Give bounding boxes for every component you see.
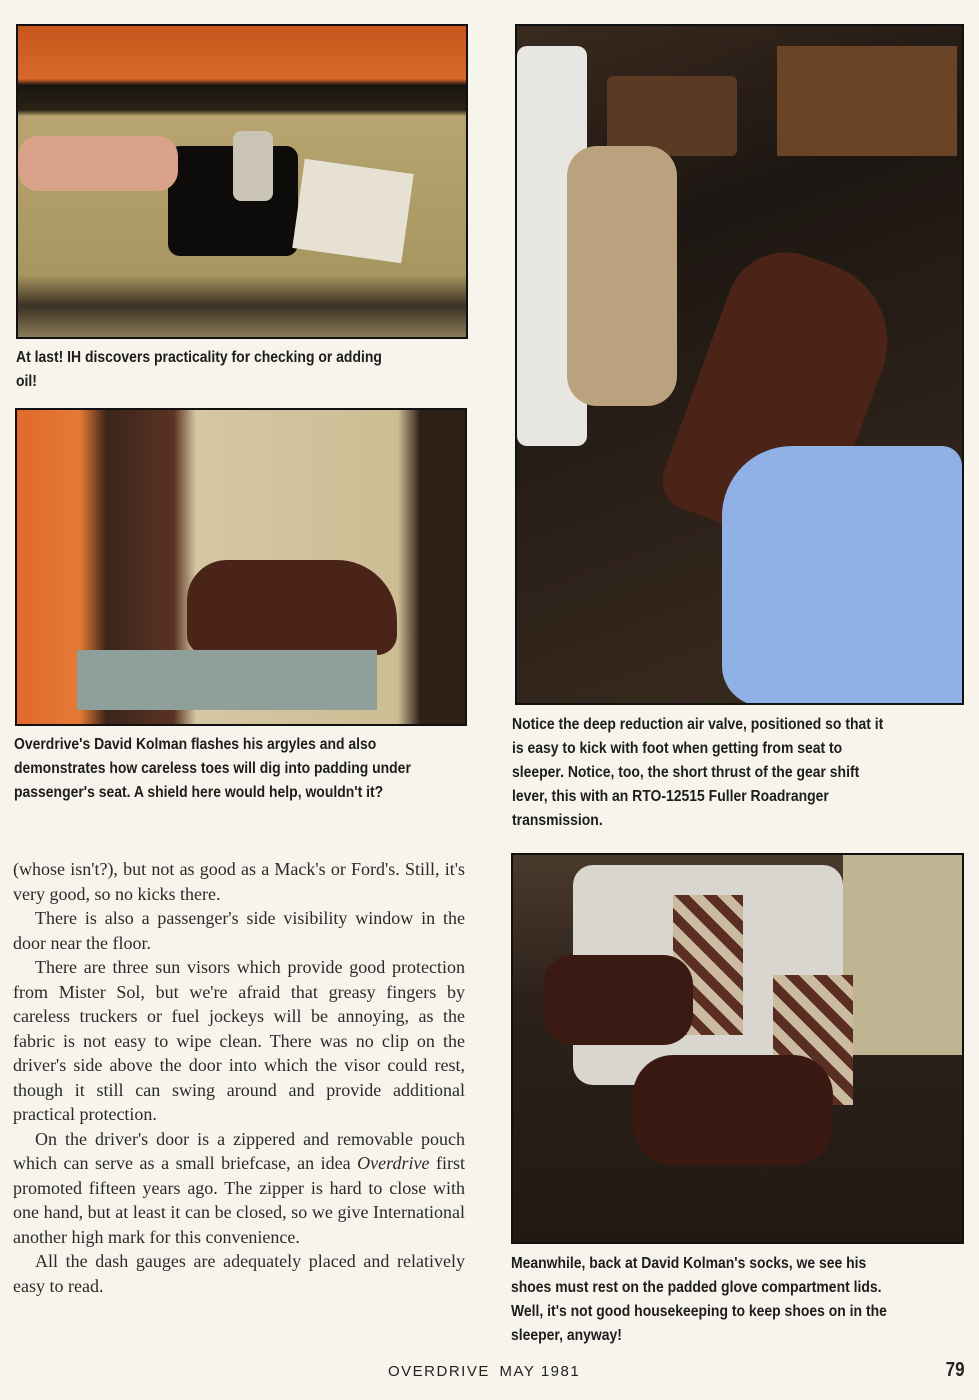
paragraph: (whose isn't?), but not as good as a Mack's or Ford's. Still, it's very good, so no kicks there.	[13, 859, 465, 904]
paragraph: On the driver's door is a zippered and removable pouch which can serve as a small briefcase, an idea Overdrive first promoted fifteen years ago. The zipper is hard to close with one hand, but at least it can be closed, so we give International another high mark for this convenience.	[13, 1128, 466, 1247]
page-number: 79	[945, 1359, 965, 1381]
publication-name: Overdrive	[357, 1153, 430, 1173]
photo-shoe-under-seat	[15, 408, 467, 726]
footer-issue: MAY 1981	[499, 1363, 581, 1380]
caption-gear-shift: Notice the deep reduction air valve, positioned so that it is easy to kick with foot when getting from seat to sleeper. Notice, too, the short thrust of the gear shift lever, this with an RTO-12515 Fuller Roadranger transmission.	[512, 716, 884, 829]
photo-gear-shift	[515, 24, 964, 705]
article-body	[13, 857, 465, 1298]
caption-oil-fill: At last! IH discovers practicality for checking or adding oil!	[16, 349, 382, 390]
footer-publication: OVERDRIVE	[388, 1363, 490, 1380]
photo-argyle-socks	[511, 853, 964, 1244]
paragraph: There is also a passenger's side visibility window in the door near the floor.	[13, 908, 465, 953]
photo-oil-fill	[16, 24, 468, 339]
paragraph: All the dash gauges are adequately placed and relatively easy to read.	[13, 1251, 465, 1296]
paragraph: There are three sun visors which provide good protection from Mister Sol, but we're afraid that greasy fingers by careless truckers or fuel jockeys will be annoying, as the fabric is not easy to wipe clean. There was no clip on the driver's side above the door into which the visor could rest, though it still can swing around and provide additional practical protection.	[13, 957, 465, 1124]
page-footer	[388, 1363, 580, 1380]
caption-shoe-under-seat: Overdrive's David Kolman flashes his argyles and also demonstrates how careless toes will dig into padding under passenger's seat. A shield here would help, wouldn't it?	[14, 736, 411, 801]
caption-argyle-socks: Meanwhile, back at David Kolman's socks, we see his shoes must rest on the padded glove compartment lids. Well, it's not good housekeeping to keep shoes on in the sleeper, anyway!	[511, 1255, 887, 1344]
